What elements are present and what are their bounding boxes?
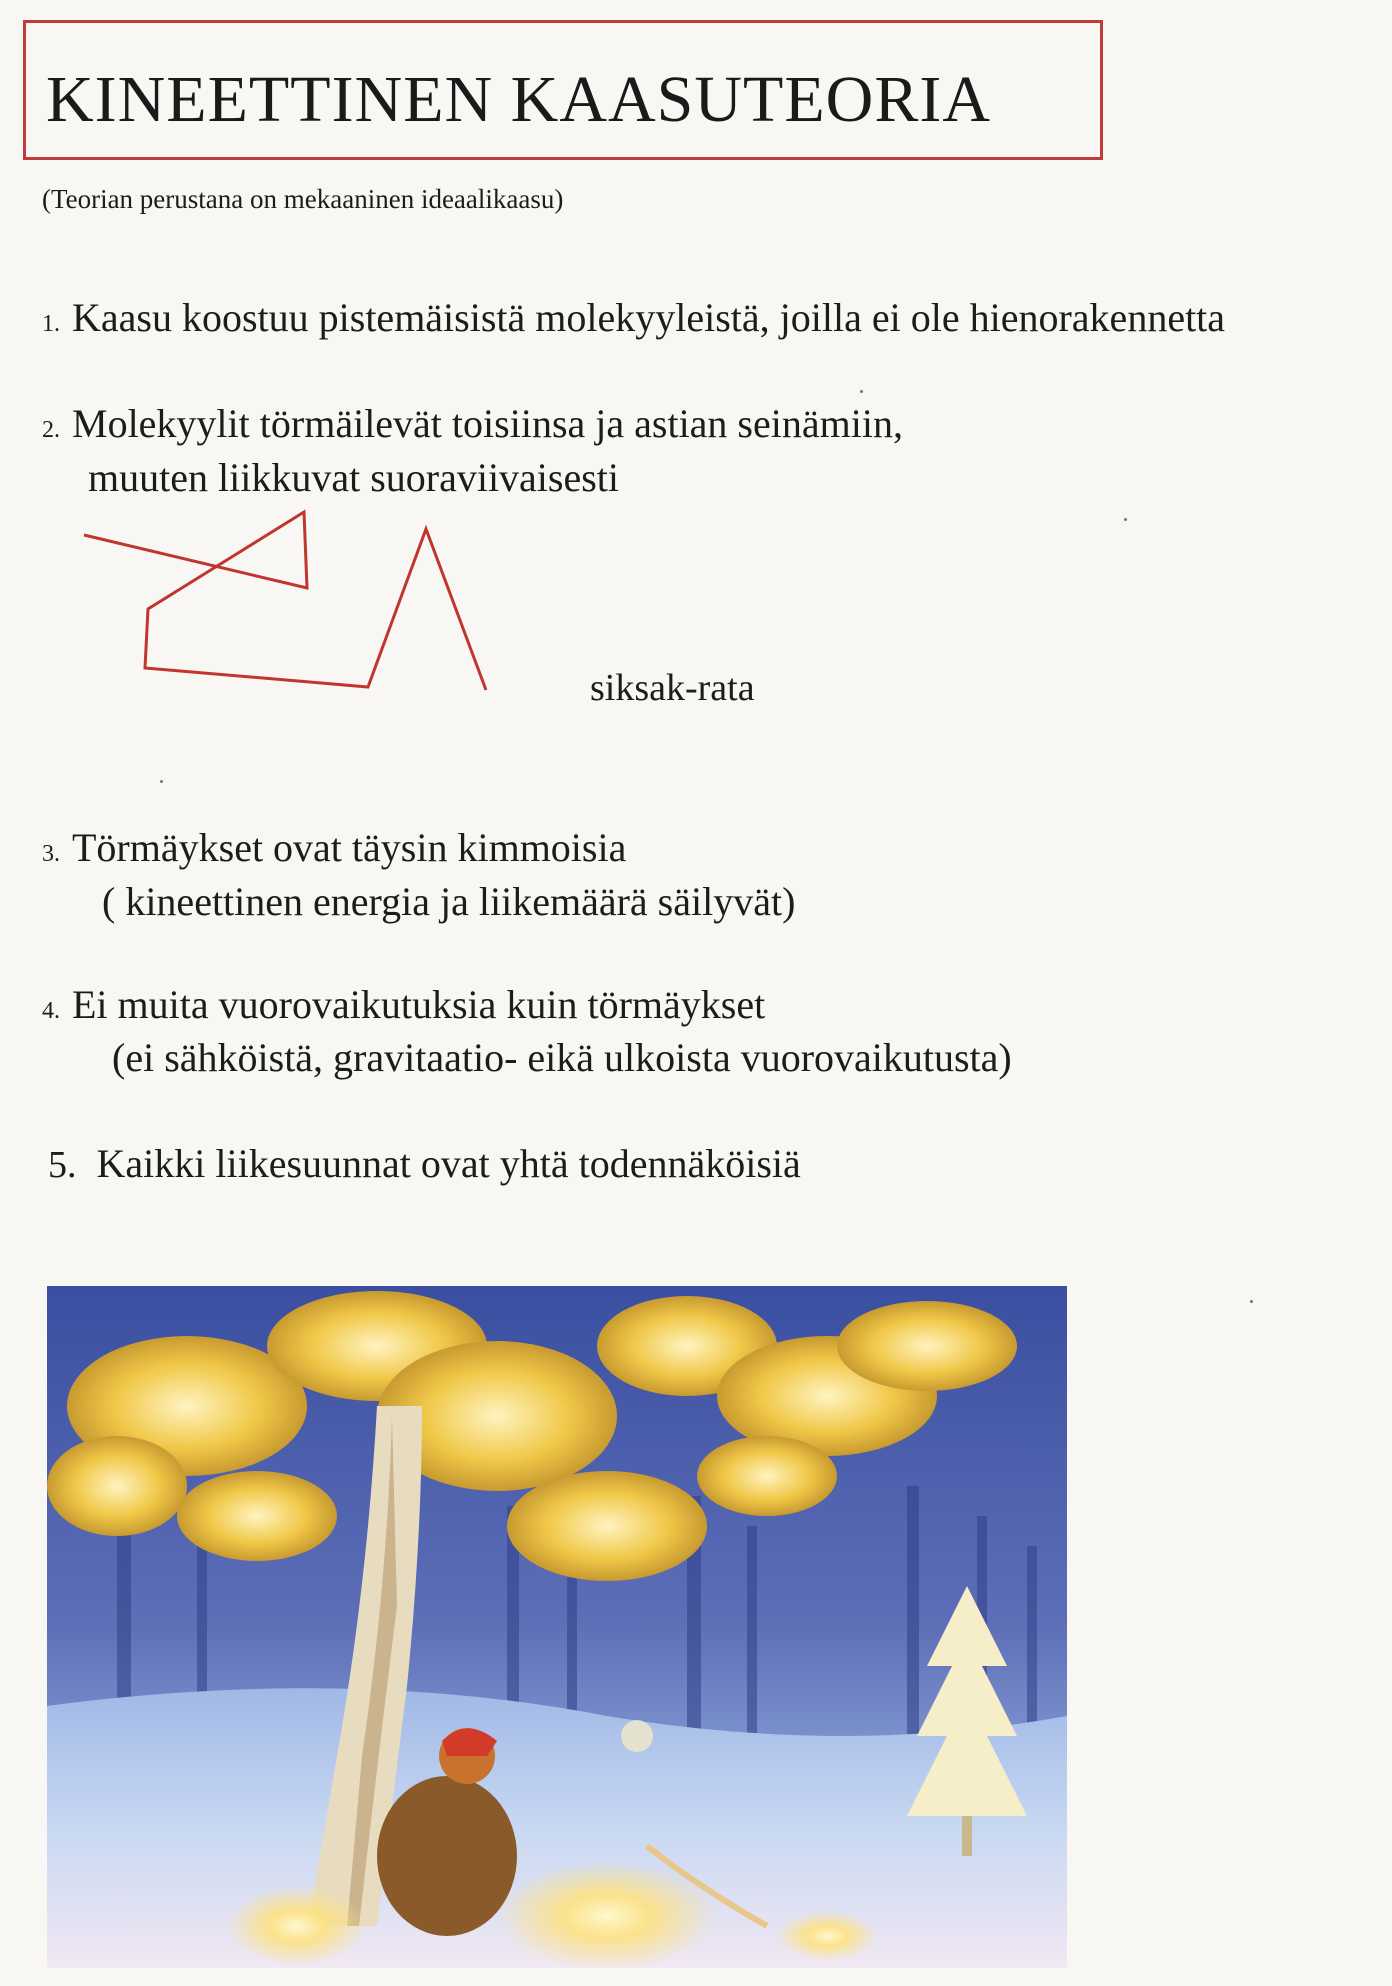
item-number: 5. <box>48 1144 77 1186</box>
list-item-2 <box>42 401 903 446</box>
list-item-5 <box>48 1141 801 1186</box>
item-number: 4. <box>42 998 60 1024</box>
list-item-4 <box>42 982 766 1027</box>
item-number: 2. <box>42 417 60 443</box>
list-item-1 <box>42 295 1226 340</box>
diagram-label: siksak-rata <box>590 667 755 709</box>
item-text: Kaikki liikesuunnat ovat yhtä todennäköisiä <box>96 1141 801 1186</box>
item-text: Ei muita vuorovaikutuksia kuin törmäykset <box>72 982 766 1027</box>
zigzag-path-diagram <box>70 500 510 710</box>
scan-speck <box>860 390 863 393</box>
scan-speck <box>1250 1300 1253 1303</box>
item-text: Kaasu koostuu pistemäisistä molekyyleistä, joilla ei ole hienorakennetta <box>72 295 1226 340</box>
winter-forest-photo <box>47 1286 1067 1968</box>
page-title: KINEETTINEN KAASUTEORIA <box>46 63 992 136</box>
item-continuation: ( kineettinen energia ja liikemäärä säilyvät) <box>102 879 796 924</box>
photo-illustration <box>47 1286 1067 1968</box>
item-text: Molekyylit törmäilevät toisiinsa ja astian seinämiin, <box>72 401 903 446</box>
list-item-3 <box>42 825 627 870</box>
item-text: Törmäykset ovat täysin kimmoisia <box>72 825 627 870</box>
item-number: 1. <box>42 311 60 337</box>
scan-speck <box>1124 518 1127 521</box>
item-continuation: muuten liikkuvat suoraviivaisesti <box>88 455 620 500</box>
subtitle: (Teorian perustana on mekaaninen ideaalikaasu) <box>42 184 564 214</box>
title-box <box>23 20 1103 160</box>
scan-speck <box>160 780 163 783</box>
item-number: 3. <box>42 841 60 867</box>
zigzag-line <box>84 512 486 690</box>
item-continuation: (ei sähköistä, gravitaatio- eikä ulkoista vuorovaikutusta) <box>112 1035 1012 1080</box>
